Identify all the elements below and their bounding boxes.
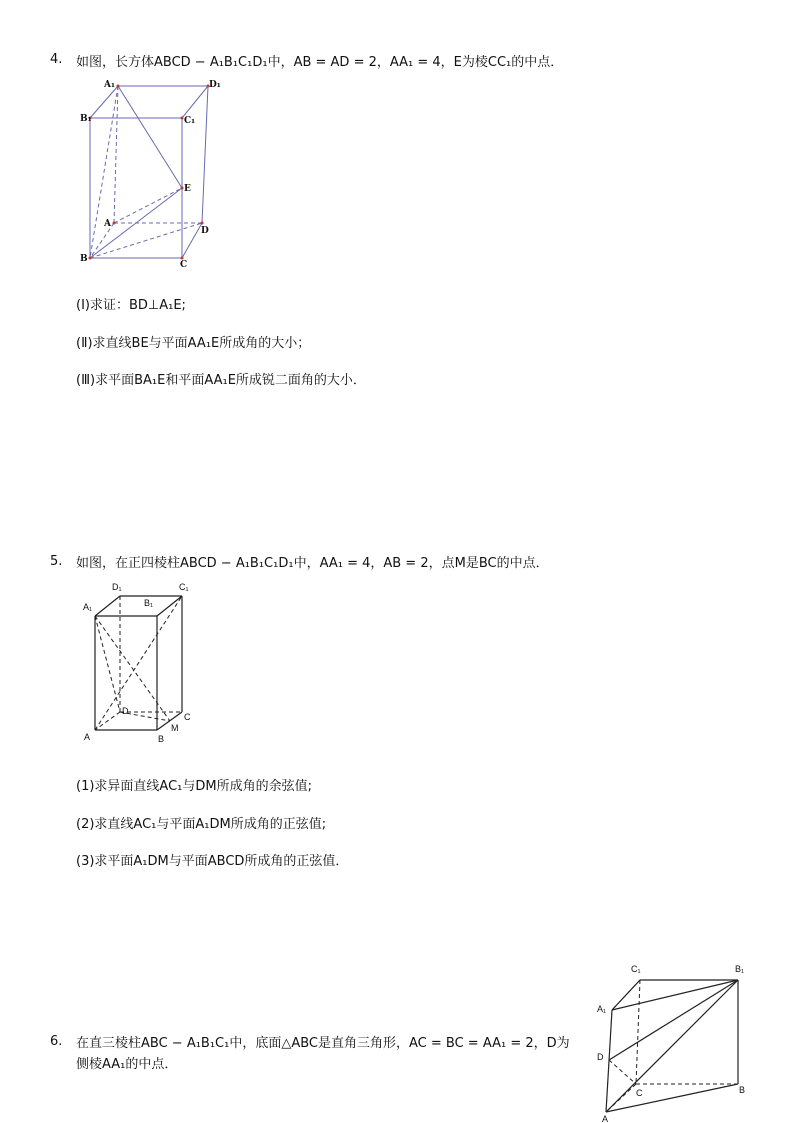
label-A: A — [84, 732, 91, 742]
label-E: E — [184, 184, 191, 194]
problem-4-figure — [78, 78, 228, 273]
problem-4-part-1: (Ⅰ)求证：BD⊥A₁E; — [76, 298, 186, 313]
label-B1: B₁ — [144, 598, 154, 608]
problem-5-number: 5. — [50, 554, 63, 569]
problem-5-part-2: (2)求直线AC₁与平面A₁DM所成角的正弦值; — [76, 817, 327, 832]
label-B1: B₁ — [735, 964, 745, 974]
label-A1: A₁ — [83, 602, 93, 612]
label-C: C — [636, 1088, 643, 1098]
label-C: C — [180, 260, 188, 270]
problem-5-figure — [80, 578, 200, 748]
label-D1: D₁ — [112, 582, 122, 592]
label-B: B — [158, 734, 165, 744]
problem-6-stem-line-1: 在直三棱柱ABC − A₁B₁C₁中，底面△ABC是直角三角形，AC = BC = AA₁ = 2，D为 — [76, 1036, 570, 1051]
label-C1: C₁ — [184, 116, 196, 126]
problem-5-part-1: (1)求异面直线AC₁与DM所成角的余弦值; — [76, 779, 312, 794]
label-C1: C₁ — [179, 582, 189, 592]
problem-6-number: 6. — [50, 1034, 63, 1049]
label-C: C — [184, 712, 191, 722]
label-D: D — [597, 1052, 604, 1062]
label-C1: C₁ — [631, 964, 641, 974]
problem-5-stem: 如图，在正四棱柱ABCD − A₁B₁C₁D₁中，AA₁ = 4，AB = 2，点M是BC的中点． — [76, 556, 549, 571]
problem-4-part-3: (Ⅲ)求平面BA₁E和平面AA₁E所成锐二面角的大小． — [76, 373, 366, 388]
problem-4-number: 4. — [50, 52, 63, 67]
label-A1: A₁ — [597, 1004, 607, 1014]
label-M: M — [171, 723, 179, 733]
label-D1: D₁ — [209, 80, 221, 90]
problem-5-part-3: (3)求平面A₁DM与平面ABCD所成角的正弦值． — [76, 854, 349, 869]
problem-6-figure — [594, 962, 754, 1122]
label-A: A — [104, 219, 111, 229]
label-D: D — [122, 706, 129, 716]
problem-4-part-2: (Ⅱ)求直线BE与平面AA₁E所成角的大小； — [76, 336, 311, 351]
label-B: B — [739, 1085, 746, 1095]
problem-4-stem: 如图，长方体ABCD − A₁B₁C₁D₁中，AB = AD = 2，AA₁ = 4，E为棱CC₁的中点． — [76, 55, 564, 70]
label-A: A — [602, 1114, 609, 1123]
problem-6-stem-line-2: 侧棱AA₁的中点． — [76, 1057, 178, 1072]
label-A1: A₁ — [104, 80, 115, 90]
label-B1: B₁ — [80, 114, 92, 124]
label-B: B — [80, 254, 88, 264]
label-D: D — [201, 226, 209, 236]
